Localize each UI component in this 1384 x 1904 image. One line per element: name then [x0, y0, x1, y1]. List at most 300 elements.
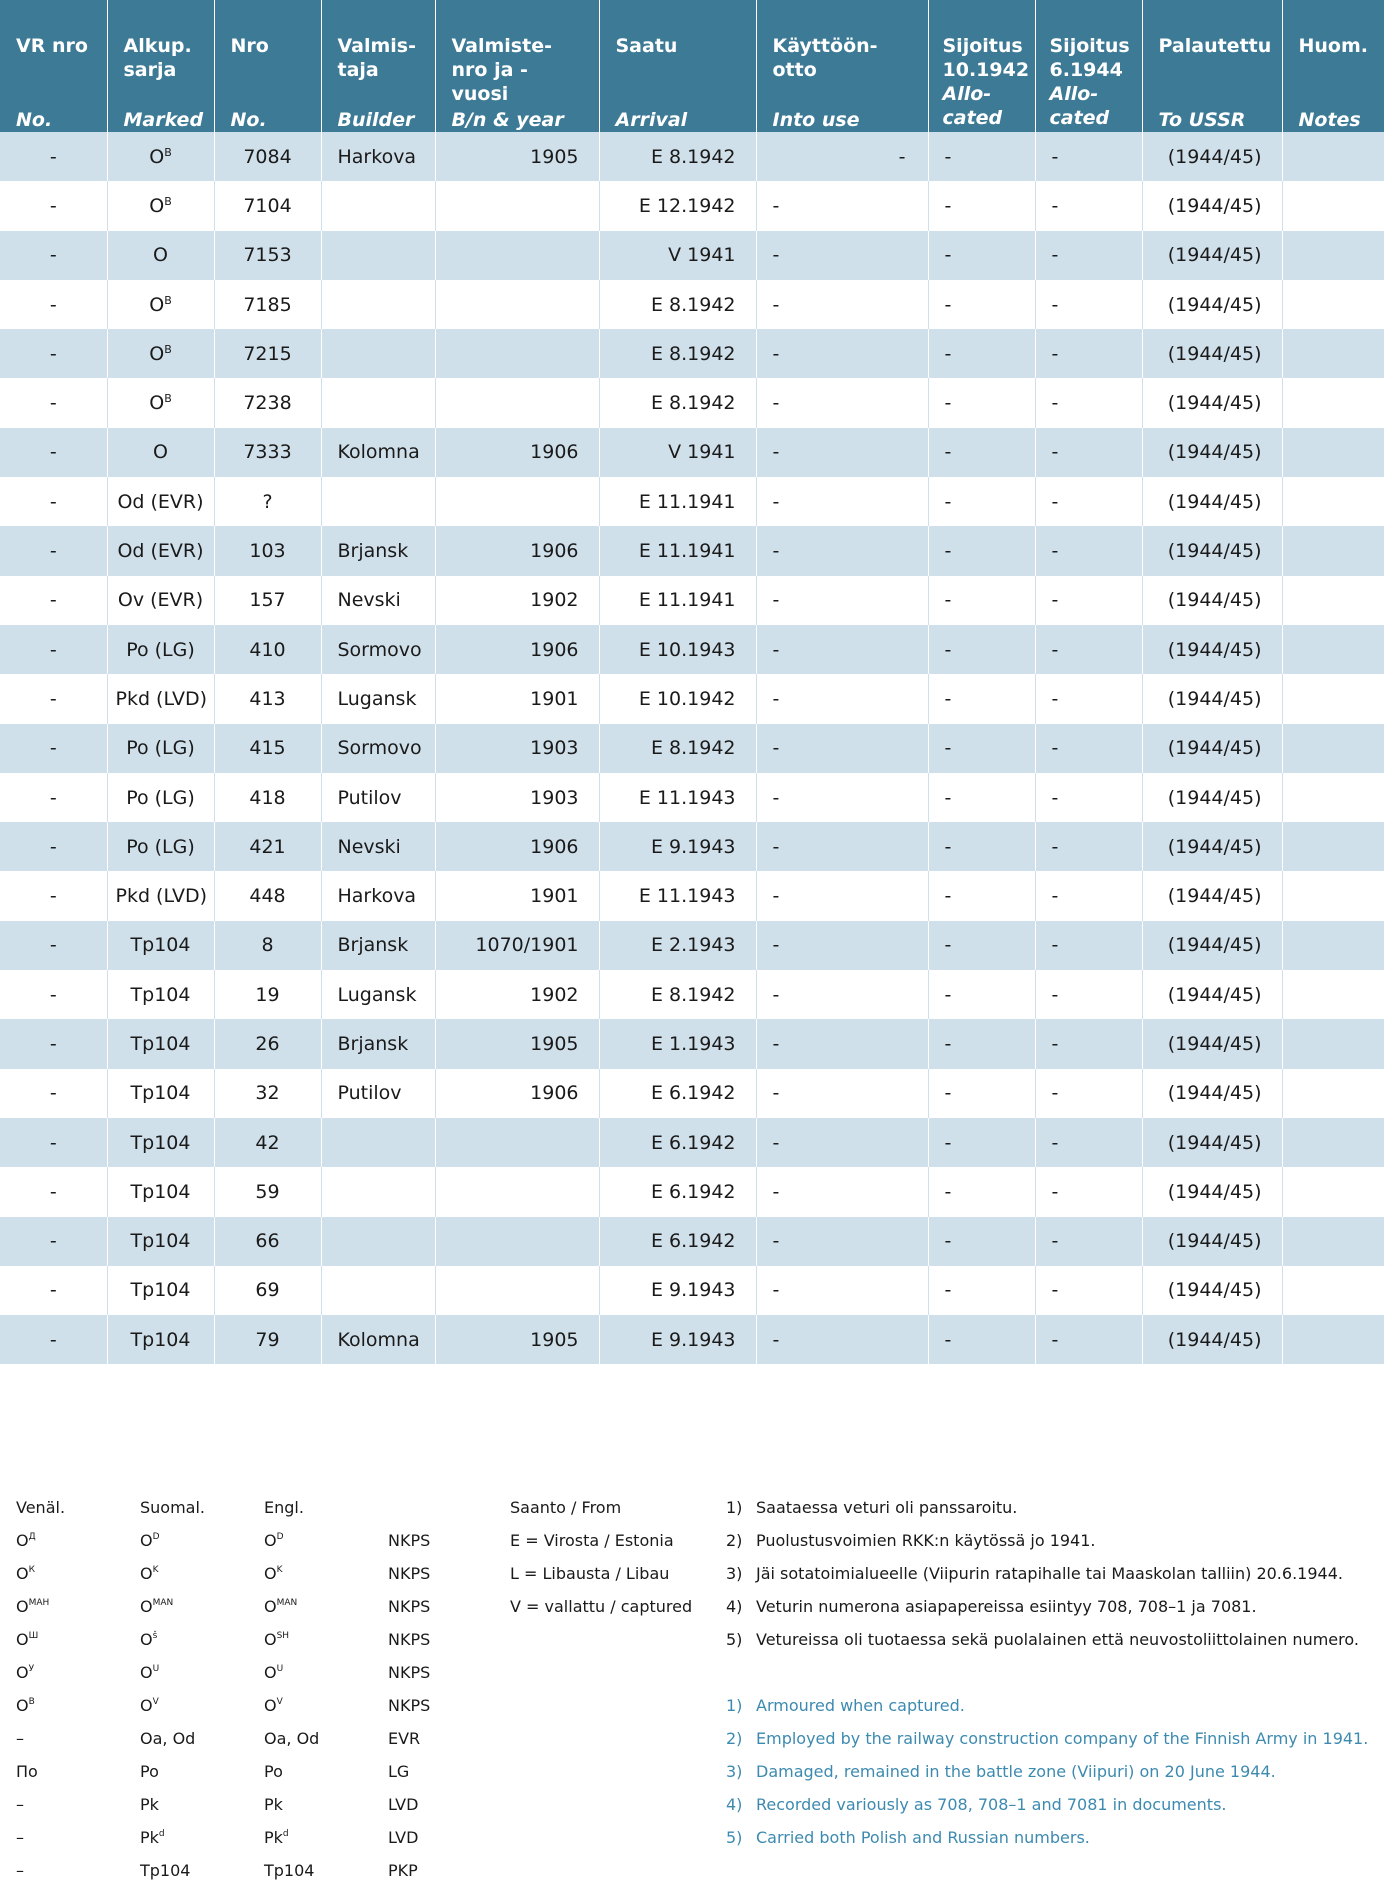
cell-marked: Pkd (LVD): [107, 871, 214, 920]
cell-builder: [321, 280, 435, 329]
legend-cell-railway: NKPS: [388, 1531, 431, 1550]
cell-into-use: -: [756, 773, 928, 822]
cell-allocated-1944: -: [1035, 428, 1142, 477]
cell-notes: [1282, 724, 1384, 773]
cell-arrival: E 11.1941: [599, 477, 756, 526]
legend-cell-railway: NKPS: [388, 1663, 431, 1682]
cell-notes: [1282, 625, 1384, 674]
cell-marked: Tp104: [107, 1167, 214, 1216]
footnote-number: 1): [726, 1498, 743, 1517]
cell-returned: (1944/45): [1142, 378, 1282, 427]
cell-returned: (1944/45): [1142, 132, 1282, 181]
cell-into-use: -: [756, 280, 928, 329]
cell-into-use: -: [756, 822, 928, 871]
cell-nro: 69: [214, 1266, 321, 1315]
series-superscript: В: [164, 392, 172, 406]
header-vr-nro: VR nro No.: [0, 0, 107, 132]
cell-builder: [321, 329, 435, 378]
legend-cell-en: $O^{MAN}$: [264, 1597, 298, 1616]
cell-allocated-1942: -: [928, 526, 1035, 575]
cell-allocated-1944: -: [1035, 329, 1142, 378]
header-builder: Valmis- taja Builder: [321, 0, 435, 132]
cell-allocated-1942: -: [928, 132, 1035, 181]
cell-builder: Brjansk: [321, 1019, 435, 1068]
header-marked: Alkup. sarja Marked: [107, 0, 214, 132]
table-row: [0, 1167, 1384, 1216]
legend-cell-fi: Po: [140, 1762, 159, 1781]
footnote-number: 3): [726, 1564, 743, 1583]
cell-into-use: -: [756, 1069, 928, 1118]
cell-marked: $O^В$: [107, 280, 214, 329]
legend-cell-ru: $O^У$: [16, 1663, 35, 1682]
table-row: [0, 1118, 1384, 1167]
cell-into-use: -: [756, 181, 928, 230]
cell-returned: (1944/45): [1142, 1315, 1282, 1364]
cell-into-use: -: [756, 1167, 928, 1216]
cell-allocated-1944: -: [1035, 625, 1142, 674]
legend-cell-fi: $O^š$: [140, 1630, 158, 1649]
cell-bn-year: 1070/1901: [435, 921, 599, 970]
footnote-text: Carried both Polish and Russian numbers.: [756, 1828, 1090, 1847]
cell-nro: 66: [214, 1217, 321, 1266]
cell-notes: [1282, 477, 1384, 526]
cell-returned: (1944/45): [1142, 526, 1282, 575]
legend-cell-en: $O^{SH}$: [264, 1630, 290, 1649]
cell-allocated-1944: -: [1035, 871, 1142, 920]
cell-allocated-1942: -: [928, 1167, 1035, 1216]
cell-allocated-1944: -: [1035, 674, 1142, 723]
legend-cell-en: Po: [264, 1762, 283, 1781]
cell-allocated-1942: -: [928, 871, 1035, 920]
cell-builder: Sormovo: [321, 724, 435, 773]
cell-marked: $O^В$: [107, 378, 214, 427]
cell-notes: [1282, 132, 1384, 181]
cell-builder: Kolomna: [321, 1315, 435, 1364]
cell-allocated-1944: -: [1035, 231, 1142, 280]
table-row: [0, 921, 1384, 970]
series-superscript: В: [164, 342, 172, 356]
cell-marked: $O^В$: [107, 329, 214, 378]
cell-vr-nro: -: [0, 231, 107, 280]
cell-marked: O: [107, 231, 214, 280]
footnotes: [726, 1498, 1369, 1858]
cell-builder: [321, 1266, 435, 1315]
cell-arrival: E 12.1942: [599, 181, 756, 230]
legend-cell-railway: EVR: [388, 1729, 421, 1748]
cell-allocated-1942: -: [928, 1315, 1035, 1364]
cell-builder: Brjansk: [321, 526, 435, 575]
cell-nro: ?: [214, 477, 321, 526]
table-row: [0, 1217, 1384, 1266]
legend-cell-railway: NKPS: [388, 1630, 431, 1649]
legend-cell-ru: –: [16, 1795, 24, 1814]
cell-notes: [1282, 674, 1384, 723]
cell-returned: (1944/45): [1142, 1118, 1282, 1167]
cell-into-use: -: [756, 674, 928, 723]
cell-builder: Putilov: [321, 773, 435, 822]
cell-vr-nro: -: [0, 428, 107, 477]
cell-marked: Po (LG): [107, 625, 214, 674]
cell-builder: Lugansk: [321, 970, 435, 1019]
table-row: [0, 231, 1384, 280]
cell-allocated-1942: -: [928, 1266, 1035, 1315]
footnote-number: 5): [726, 1828, 743, 1847]
cell-builder: Brjansk: [321, 921, 435, 970]
cell-notes: [1282, 526, 1384, 575]
cell-allocated-1944: -: [1035, 576, 1142, 625]
cell-bn-year: [435, 378, 599, 427]
cell-allocated-1944: -: [1035, 477, 1142, 526]
legend-cell-en: $O^U$: [264, 1663, 284, 1682]
cell-returned: (1944/45): [1142, 921, 1282, 970]
legend-cell-en: $O^D$: [264, 1531, 284, 1550]
cell-into-use: -: [756, 526, 928, 575]
header-returned: Palautettu To USSR: [1142, 0, 1282, 132]
cell-into-use: -: [756, 1118, 928, 1167]
table-row: [0, 773, 1384, 822]
footnote-number: 4): [726, 1597, 743, 1616]
legend-cell-fi: Pk: [140, 1795, 159, 1814]
cell-bn-year: [435, 280, 599, 329]
legend-cell-ru: $O^В$: [16, 1696, 35, 1715]
cell-notes: [1282, 871, 1384, 920]
cell-allocated-1944: -: [1035, 526, 1142, 575]
cell-into-use: -: [756, 1019, 928, 1068]
cell-vr-nro: -: [0, 378, 107, 427]
footnote-text: Veturin numerona asiapapereissa esiintyy 708, 708–1 ja 7081.: [756, 1597, 1257, 1616]
table-row: [0, 822, 1384, 871]
cell-builder: Nevski: [321, 576, 435, 625]
cell-nro: 26: [214, 1019, 321, 1068]
cell-allocated-1942: -: [928, 1069, 1035, 1118]
cell-notes: [1282, 822, 1384, 871]
cell-arrival: E 11.1941: [599, 576, 756, 625]
cell-arrival: E 8.1942: [599, 132, 756, 181]
cell-vr-nro: -: [0, 132, 107, 181]
cell-returned: (1944/45): [1142, 428, 1282, 477]
cell-bn-year: 1901: [435, 871, 599, 920]
cell-nro: 42: [214, 1118, 321, 1167]
legend-cell-fi: Oa, Od: [140, 1729, 196, 1748]
cell-nro: 19: [214, 970, 321, 1019]
cell-nro: 32: [214, 1069, 321, 1118]
legend-cell-fi: $O^K$: [140, 1564, 159, 1583]
cell-arrival: E 8.1942: [599, 329, 756, 378]
cell-allocated-1942: -: [928, 822, 1035, 871]
cell-marked: Tp104: [107, 1069, 214, 1118]
legend-cell-railway: NKPS: [388, 1564, 431, 1583]
cell-returned: (1944/45): [1142, 724, 1282, 773]
cell-builder: [321, 477, 435, 526]
cell-allocated-1942: -: [928, 773, 1035, 822]
cell-returned: (1944/45): [1142, 822, 1282, 871]
cell-marked: Ov (EVR): [107, 576, 214, 625]
cell-bn-year: 1906: [435, 428, 599, 477]
legend-cell-fi: $O^{MAN}$: [140, 1597, 174, 1616]
cell-marked: O: [107, 428, 214, 477]
cell-builder: Kolomna: [321, 428, 435, 477]
cell-arrival: E 9.1943: [599, 1315, 756, 1364]
cell-nro: 418: [214, 773, 321, 822]
cell-allocated-1942: -: [928, 329, 1035, 378]
cell-builder: [321, 181, 435, 230]
table-row: [0, 1069, 1384, 1118]
table-row: [0, 724, 1384, 773]
cell-vr-nro: -: [0, 921, 107, 970]
cell-arrival: E 6.1942: [599, 1167, 756, 1216]
header-notes: Huom. Notes: [1282, 0, 1384, 132]
cell-bn-year: 1902: [435, 576, 599, 625]
cell-nro: 7104: [214, 181, 321, 230]
cell-allocated-1942: -: [928, 280, 1035, 329]
cell-allocated-1942: -: [928, 724, 1035, 773]
cell-allocated-1942: -: [928, 231, 1035, 280]
cell-allocated-1942: -: [928, 576, 1035, 625]
cell-allocated-1944: -: [1035, 970, 1142, 1019]
cell-notes: [1282, 378, 1384, 427]
header-arrival: Saatu Arrival: [599, 0, 756, 132]
cell-bn-year: 1906: [435, 822, 599, 871]
cell-arrival: E 6.1942: [599, 1069, 756, 1118]
cell-marked: Tp104: [107, 921, 214, 970]
table-row: [0, 674, 1384, 723]
cell-bn-year: [435, 329, 599, 378]
legend-cell-railway: LVD: [388, 1828, 419, 1847]
cell-nro: 7215: [214, 329, 321, 378]
cell-builder: [321, 1118, 435, 1167]
cell-vr-nro: -: [0, 724, 107, 773]
cell-bn-year: [435, 1266, 599, 1315]
table-header-row: [0, 0, 1384, 132]
cell-nro: 415: [214, 724, 321, 773]
legend-cell-fi: Pk$^d$: [140, 1828, 165, 1847]
cell-bn-year: 1902: [435, 970, 599, 1019]
table-row: [0, 132, 1384, 181]
cell-into-use: -: [756, 1266, 928, 1315]
cell-allocated-1944: -: [1035, 1069, 1142, 1118]
cell-into-use: -: [756, 871, 928, 920]
cell-vr-nro: -: [0, 329, 107, 378]
legend-cell-railway: LG: [388, 1762, 410, 1781]
cell-arrival: E 1.1943: [599, 1019, 756, 1068]
cell-arrival: V 1941: [599, 231, 756, 280]
cell-nro: 421: [214, 822, 321, 871]
cell-notes: [1282, 1019, 1384, 1068]
cell-bn-year: 1906: [435, 526, 599, 575]
cell-vr-nro: -: [0, 1118, 107, 1167]
legend-cell-ru: –: [16, 1861, 24, 1880]
cell-into-use: -: [756, 970, 928, 1019]
cell-returned: (1944/45): [1142, 1167, 1282, 1216]
cell-marked: Po (LG): [107, 773, 214, 822]
cell-returned: (1944/45): [1142, 1217, 1282, 1266]
legend-cell-en: Tp104: [264, 1861, 315, 1880]
cell-allocated-1944: -: [1035, 1118, 1142, 1167]
cell-allocated-1944: -: [1035, 181, 1142, 230]
source-item: E = Virosta / Estonia: [510, 1531, 674, 1550]
cell-marked: Tp104: [107, 1019, 214, 1068]
cell-builder: Putilov: [321, 1069, 435, 1118]
cell-into-use: -: [756, 921, 928, 970]
cell-arrival: E 8.1942: [599, 280, 756, 329]
cell-marked: Tp104: [107, 1118, 214, 1167]
source-legend: [510, 1498, 710, 1618]
cell-allocated-1942: -: [928, 1118, 1035, 1167]
cell-vr-nro: -: [0, 477, 107, 526]
cell-allocated-1942: -: [928, 1217, 1035, 1266]
cell-arrival: E 11.1941: [599, 526, 756, 575]
cell-allocated-1942: -: [928, 970, 1035, 1019]
cell-into-use: -: [756, 329, 928, 378]
series-legend: [16, 1498, 456, 1898]
cell-vr-nro: -: [0, 625, 107, 674]
cell-bn-year: [435, 1217, 599, 1266]
cell-allocated-1942: -: [928, 477, 1035, 526]
cell-notes: [1282, 1167, 1384, 1216]
cell-builder: Harkova: [321, 871, 435, 920]
table-row: [0, 477, 1384, 526]
series-superscript: В: [164, 145, 172, 159]
cell-into-use: -: [756, 477, 928, 526]
cell-builder: [321, 1167, 435, 1216]
cell-nro: 103: [214, 526, 321, 575]
cell-vr-nro: -: [0, 871, 107, 920]
source-title: Saanto / From: [510, 1498, 622, 1517]
cell-returned: (1944/45): [1142, 477, 1282, 526]
cell-vr-nro: -: [0, 674, 107, 723]
legend-cell-railway: PKP: [388, 1861, 418, 1880]
cell-returned: (1944/45): [1142, 1266, 1282, 1315]
source-item: V = vallattu / captured: [510, 1597, 693, 1616]
cell-notes: [1282, 1118, 1384, 1167]
footnote-text: Recorded variously as 708, 708–1 and 7081 in documents.: [756, 1795, 1227, 1814]
cell-bn-year: [435, 1167, 599, 1216]
cell-allocated-1942: -: [928, 181, 1035, 230]
legend-cell-railway: NKPS: [388, 1597, 431, 1616]
cell-marked: Od (EVR): [107, 477, 214, 526]
cell-builder: Sormovo: [321, 625, 435, 674]
cell-arrival: E 11.1943: [599, 773, 756, 822]
cell-nro: 59: [214, 1167, 321, 1216]
cell-notes: [1282, 970, 1384, 1019]
cell-nro: 7185: [214, 280, 321, 329]
cell-vr-nro: -: [0, 1069, 107, 1118]
cell-bn-year: 1903: [435, 724, 599, 773]
table-row: [0, 526, 1384, 575]
cell-bn-year: [435, 231, 599, 280]
cell-vr-nro: -: [0, 1217, 107, 1266]
cell-arrival: E 9.1943: [599, 822, 756, 871]
legend-cell-ru: $O^К$: [16, 1564, 35, 1583]
cell-returned: (1944/45): [1142, 280, 1282, 329]
cell-nro: 448: [214, 871, 321, 920]
legend-header-fi: Suomal.: [140, 1498, 206, 1517]
cell-into-use: -: [756, 576, 928, 625]
legend-cell-ru: $O^{МАН}$: [16, 1597, 50, 1616]
cell-bn-year: [435, 477, 599, 526]
cell-builder: Harkova: [321, 132, 435, 181]
table-row: [0, 1019, 1384, 1068]
cell-allocated-1942: -: [928, 1019, 1035, 1068]
table-body: [0, 132, 1384, 1364]
footnote-text: Damaged, remained in the battle zone (Viipuri) on 20 June 1944.: [756, 1762, 1276, 1781]
cell-vr-nro: -: [0, 1167, 107, 1216]
cell-allocated-1944: -: [1035, 280, 1142, 329]
footnote-text: Armoured when captured.: [756, 1696, 965, 1715]
cell-vr-nro: -: [0, 1266, 107, 1315]
footnote-text: Vetureissa oli tuotaessa sekä puolalainen että neuvostoliittolainen numero.: [756, 1630, 1359, 1649]
cell-nro: 7084: [214, 132, 321, 181]
cell-allocated-1942: -: [928, 625, 1035, 674]
footnote-number: 3): [726, 1762, 743, 1781]
cell-arrival: E 11.1943: [599, 871, 756, 920]
cell-bn-year: [435, 181, 599, 230]
header-allocated-1942: Sijoitus 10.1942 Allo- cated: [928, 0, 1035, 132]
cell-bn-year: 1905: [435, 1019, 599, 1068]
cell-nro: 157: [214, 576, 321, 625]
table-row: [0, 378, 1384, 427]
legend-cell-ru: –: [16, 1729, 24, 1748]
footnote-number: 5): [726, 1630, 743, 1649]
cell-allocated-1944: -: [1035, 1019, 1142, 1068]
cell-allocated-1942: -: [928, 921, 1035, 970]
cell-returned: (1944/45): [1142, 1019, 1282, 1068]
cell-vr-nro: -: [0, 1019, 107, 1068]
cell-arrival: E 6.1942: [599, 1118, 756, 1167]
cell-returned: (1944/45): [1142, 231, 1282, 280]
cell-notes: [1282, 1266, 1384, 1315]
legend-header-en: Engl.: [264, 1498, 304, 1517]
cell-allocated-1944: -: [1035, 724, 1142, 773]
legend-cell-en: $O^V$: [264, 1696, 283, 1715]
cell-vr-nro: -: [0, 526, 107, 575]
cell-into-use: -: [756, 625, 928, 674]
cell-notes: [1282, 181, 1384, 230]
cell-marked: $O^В$: [107, 132, 214, 181]
legend-cell-en: Oa, Od: [264, 1729, 320, 1748]
cell-into-use: -: [756, 378, 928, 427]
cell-nro: 7238: [214, 378, 321, 427]
table-row: [0, 428, 1384, 477]
table-row: [0, 576, 1384, 625]
cell-returned: (1944/45): [1142, 181, 1282, 230]
cell-allocated-1942: -: [928, 674, 1035, 723]
cell-builder: [321, 378, 435, 427]
cell-arrival: E 10.1943: [599, 625, 756, 674]
footnote-text: Employed by the railway construction company of the Finnish Army in 1941.: [756, 1729, 1369, 1748]
cell-marked: Tp104: [107, 1266, 214, 1315]
header-into-use: Käyttöön- otto Into use: [756, 0, 928, 132]
table-row: [0, 625, 1384, 674]
cell-marked: Po (LG): [107, 822, 214, 871]
cell-allocated-1944: -: [1035, 1266, 1142, 1315]
cell-nro: 413: [214, 674, 321, 723]
cell-arrival: E 8.1942: [599, 378, 756, 427]
cell-allocated-1944: -: [1035, 822, 1142, 871]
cell-bn-year: 1905: [435, 1315, 599, 1364]
cell-allocated-1944: -: [1035, 1315, 1142, 1364]
source-item: L = Libausta / Libau: [510, 1564, 670, 1583]
table-row: [0, 1266, 1384, 1315]
cell-bn-year: 1905: [435, 132, 599, 181]
table-row: [0, 970, 1384, 1019]
footnote-text: Saataessa veturi oli panssaroitu.: [756, 1498, 1018, 1517]
table-row: [0, 1315, 1384, 1364]
cell-nro: 79: [214, 1315, 321, 1364]
legend-cell-fi: Tp104: [140, 1861, 191, 1880]
cell-allocated-1944: -: [1035, 378, 1142, 427]
cell-arrival: E 2.1943: [599, 921, 756, 970]
